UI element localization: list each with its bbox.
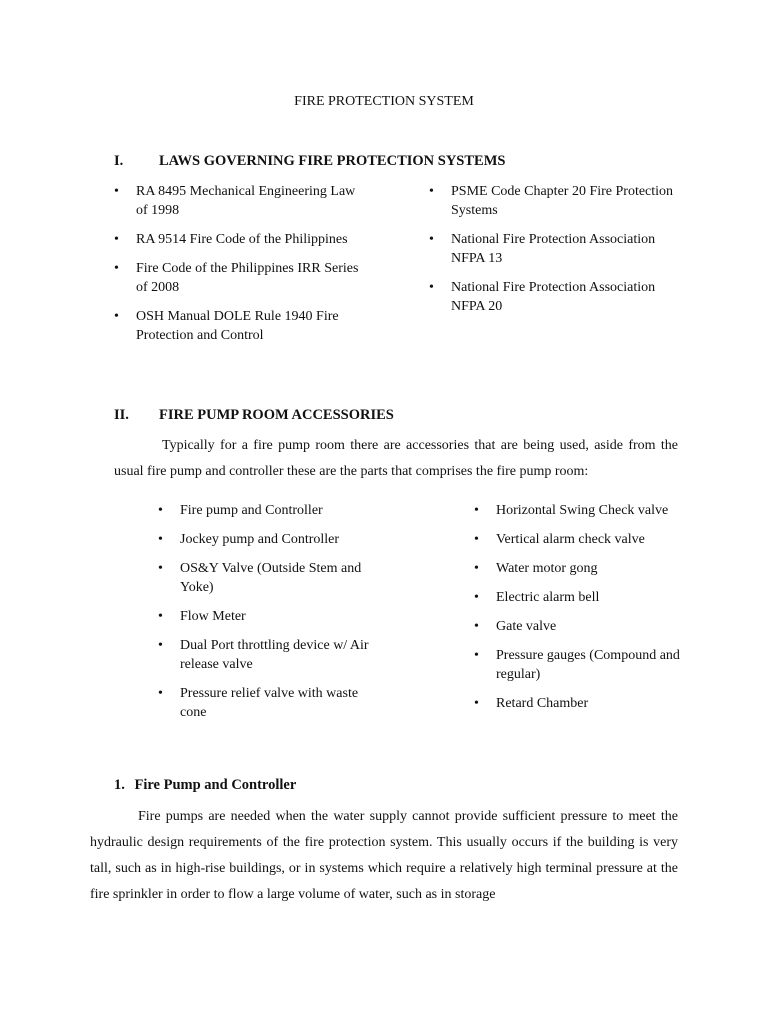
list-item: • Water motor gong [474,559,684,578]
section-2-heading [114,407,614,427]
list-item: • Pressure relief valve with waste cone [158,684,373,722]
list-item: • Electric alarm bell [474,588,684,607]
section-1-heading [114,153,614,173]
accessories-list-left [158,501,373,732]
list-item: • Fire Code of the Philippines IRR Series of 2008 [114,259,364,297]
list-item: • RA 9514 Fire Code of the Philippines [114,230,364,249]
list-item: • Vertical alarm check valve [474,530,684,549]
list-item: • Flow Meter [158,607,373,626]
list-item: • OSH Manual DOLE Rule 1940 Fire Protection and Control [114,307,364,345]
list-item: • OS&Y Valve (Outside Stem and Yoke) [158,559,373,597]
list-item: • Horizontal Swing Check valve [474,501,684,520]
list-item: • Retard Chamber [474,694,684,713]
subsection-1-number: 1. [114,777,125,793]
list-item: • RA 8495 Mechanical Engineering Law of 1998 [114,182,364,220]
laws-list-right [429,182,689,326]
list-item: • Pressure gauges (Compound and regular) [474,646,684,684]
section-2-intro: Typically for a fire pump room there are accessories that are being used, aside from the usual fire pump and controller these are the parts that comprises the fire pump room: [114,438,678,479]
accessories-list-right [474,501,684,723]
section-1-number: I. [114,153,124,169]
laws-list-left [114,182,364,355]
section-2-number: II. [114,407,129,423]
list-item: • National Fire Protection Association NFPA 13 [429,230,689,268]
section-1-title: LAWS GOVERNING FIRE PROTECTION SYSTEMS [159,153,506,169]
list-item: • Dual Port throttling device w/ Air release valve [158,636,373,674]
list-item: • Fire pump and Controller [158,501,373,520]
subsection-1-title: Fire Pump and Controller [134,777,297,793]
list-item: • PSME Code Chapter 20 Fire Protection Systems [429,182,689,220]
list-item: • National Fire Protection Association NFPA 20 [429,278,689,316]
section-2-title: FIRE PUMP ROOM ACCESSORIES [159,407,394,423]
page-title: FIRE PROTECTION SYSTEM [294,94,474,109]
subsection-1-heading [114,777,514,797]
subsection-1-body: Fire pumps are needed when the water supply cannot provide sufficient pressure to meet the hydraulic design requirements of the fire protection system. This usually occurs if the building is very tall, such as in high-rise buildings, or in systems which require a relatively high terminal pressure at the fire sprinkler in order to flow a large volume of water, such as in storage [90,809,678,902]
list-item: • Gate valve [474,617,684,636]
list-item: • Jockey pump and Controller [158,530,373,549]
